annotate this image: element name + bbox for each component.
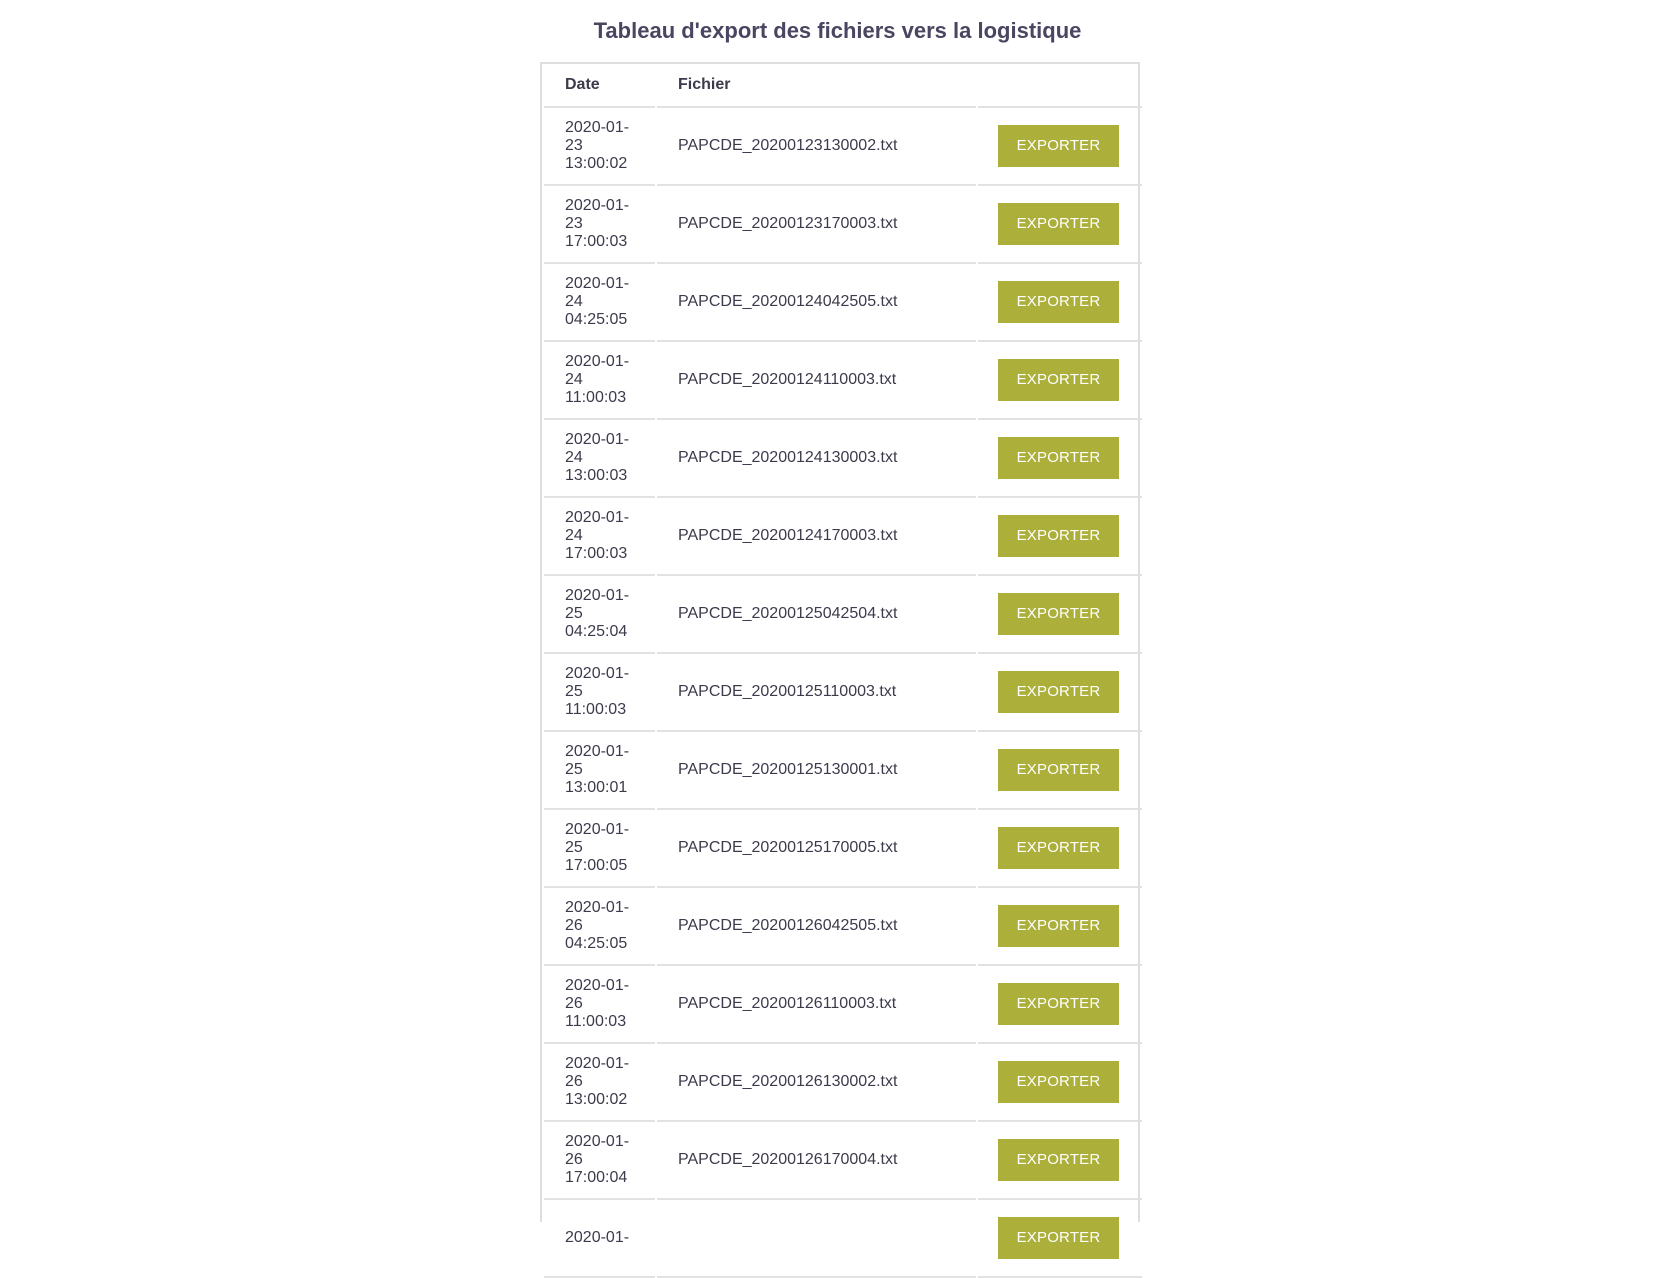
date-part-date-a: 2020-01- (565, 353, 630, 370)
export-button[interactable]: EXPORTER (998, 203, 1119, 245)
date-part-time: 04:25:05 (565, 311, 628, 328)
date-part-time: 13:00:03 (565, 467, 628, 484)
cell-date (544, 888, 655, 966)
column-header-action (978, 64, 1142, 108)
table-row (544, 888, 1142, 966)
cell-action (978, 1044, 1142, 1122)
date-part-date-a: 2020-01- (565, 275, 630, 292)
date-part-date-a: 2020-01- (565, 197, 630, 214)
cell-date (544, 654, 655, 732)
cell-action (978, 888, 1142, 966)
export-button[interactable]: EXPORTER (998, 827, 1119, 869)
date-part-date-b: 26 (565, 1151, 583, 1168)
table-row (544, 966, 1142, 1044)
cell-date (544, 732, 655, 810)
date-part-time: 13:00:01 (565, 779, 628, 796)
cell-filename: PAPCDE_20200125110003.txt (657, 654, 976, 732)
cell-filename: PAPCDE_20200123170003.txt (657, 186, 976, 264)
cell-filename: PAPCDE_20200124170003.txt (657, 498, 976, 576)
cell-filename: PAPCDE_20200124130003.txt (657, 420, 976, 498)
cell-action (978, 576, 1142, 654)
cell-filename: PAPCDE_20200126042505.txt (657, 888, 976, 966)
cell-filename (657, 1200, 976, 1278)
cell-action (978, 1122, 1142, 1200)
date-part-time: 17:00:03 (565, 545, 628, 562)
table-row (544, 342, 1142, 420)
date-part-date-b: 24 (565, 293, 583, 310)
date-part-time: 04:25:04 (565, 623, 628, 640)
date-part-date-b: 26 (565, 1073, 583, 1090)
export-table (542, 64, 1144, 1278)
table-row (544, 108, 1142, 186)
table-header-row (544, 64, 1142, 108)
table-row (544, 186, 1142, 264)
table-row (544, 1122, 1142, 1200)
table-row (544, 498, 1142, 576)
date-part-date-a: 2020-01- (565, 743, 630, 760)
table-row (544, 1200, 1142, 1278)
page-title: Tableau d'export des fichiers vers la logistique (593, 18, 1082, 43)
cell-date (544, 1122, 655, 1200)
date-part-date-a: 2020-01- (565, 1133, 630, 1150)
date-part-time: 17:00:03 (565, 233, 628, 250)
cell-filename: PAPCDE_20200126110003.txt (657, 966, 976, 1044)
cell-date (544, 342, 655, 420)
table-row (544, 654, 1142, 732)
cell-date (544, 108, 655, 186)
cell-date (544, 1044, 655, 1122)
date-part-time: 11:00:03 (565, 701, 627, 718)
cell-action (978, 966, 1142, 1044)
date-part-time: 11:00:03 (565, 1013, 627, 1030)
date-part-date-b: 24 (565, 449, 583, 466)
cell-action (978, 498, 1142, 576)
date-part-date-a: 2020-01- (565, 977, 630, 994)
cell-date (544, 186, 655, 264)
export-button[interactable]: EXPORTER (998, 749, 1119, 791)
date-part-time: 17:00:05 (565, 857, 628, 874)
export-button[interactable]: EXPORTER (998, 593, 1119, 635)
date-part-date-a: 2020-01- (565, 899, 630, 916)
cell-action (978, 264, 1142, 342)
date-part-time: 13:00:02 (565, 1091, 628, 1108)
cell-date (544, 264, 655, 342)
date-part-date-b: 23 (565, 215, 583, 232)
table-row (544, 810, 1142, 888)
cell-filename: PAPCDE_20200123130002.txt (657, 108, 976, 186)
date-part-time: 11:00:03 (565, 389, 627, 406)
date-part-date-b: 25 (565, 605, 583, 622)
cell-filename: PAPCDE_20200125130001.txt (657, 732, 976, 810)
column-header-date: Date (544, 64, 655, 108)
table-row (544, 264, 1142, 342)
date-part-date-a: 2020-01- (565, 821, 630, 838)
export-table-container (540, 62, 1140, 1246)
cell-date (544, 576, 655, 654)
date-part-time: 13:00:02 (565, 155, 628, 172)
table-row (544, 1044, 1142, 1122)
date-part-date-a: 2020-01- (565, 1229, 630, 1246)
cell-action (978, 108, 1142, 186)
export-button[interactable]: EXPORTER (998, 671, 1119, 713)
date-part-date-b: 26 (565, 917, 583, 934)
export-button[interactable]: EXPORTER (998, 905, 1119, 947)
cell-action (978, 654, 1142, 732)
export-button[interactable]: EXPORTER (998, 281, 1119, 323)
date-part-date-b: 26 (565, 995, 583, 1012)
date-part-date-b: 24 (565, 371, 583, 388)
export-button[interactable]: EXPORTER (998, 125, 1119, 167)
cell-filename: PAPCDE_20200124042505.txt (657, 264, 976, 342)
cell-action (978, 732, 1142, 810)
cell-date (544, 1200, 655, 1278)
cell-date (544, 420, 655, 498)
cell-date (544, 498, 655, 576)
date-part-date-b: 24 (565, 527, 583, 544)
cell-filename: PAPCDE_20200125170005.txt (657, 810, 976, 888)
date-part-date-a: 2020-01- (565, 1055, 630, 1072)
cell-filename: PAPCDE_20200126130002.txt (657, 1044, 976, 1122)
date-part-time: 04:25:05 (565, 935, 628, 952)
date-part-date-b: 23 (565, 137, 583, 154)
cell-filename: PAPCDE_20200126170004.txt (657, 1122, 976, 1200)
date-part-time: 17:00:04 (565, 1169, 628, 1186)
cell-date (544, 810, 655, 888)
export-button[interactable]: EXPORTER (998, 1061, 1119, 1103)
date-part-date-b: 25 (565, 761, 583, 778)
cell-filename: PAPCDE_20200125042504.txt (657, 576, 976, 654)
table-row (544, 420, 1142, 498)
cell-action (978, 342, 1142, 420)
date-part-date-a: 2020-01- (565, 509, 630, 526)
cell-action (978, 420, 1142, 498)
table-row (544, 732, 1142, 810)
export-button[interactable]: EXPORTER (998, 1139, 1119, 1181)
cell-filename: PAPCDE_20200124110003.txt (657, 342, 976, 420)
export-button[interactable]: EXPORTER (998, 515, 1119, 557)
export-button[interactable]: EXPORTER (998, 1217, 1119, 1259)
table-body (544, 108, 1142, 1278)
export-button[interactable]: EXPORTER (998, 983, 1119, 1025)
table-row (544, 576, 1142, 654)
export-button[interactable]: EXPORTER (998, 359, 1119, 401)
date-part-date-a: 2020-01- (565, 665, 630, 682)
date-part-date-a: 2020-01- (565, 587, 630, 604)
date-part-date-a: 2020-01- (565, 431, 630, 448)
cell-action (978, 1200, 1142, 1278)
cell-action (978, 186, 1142, 264)
export-button[interactable]: EXPORTER (998, 437, 1119, 479)
date-part-date-b: 25 (565, 839, 583, 856)
column-header-file: Fichier (657, 64, 976, 108)
date-part-date-b: 25 (565, 683, 583, 700)
cell-date (544, 966, 655, 1044)
cell-action (978, 810, 1142, 888)
date-part-date-a: 2020-01- (565, 119, 630, 136)
